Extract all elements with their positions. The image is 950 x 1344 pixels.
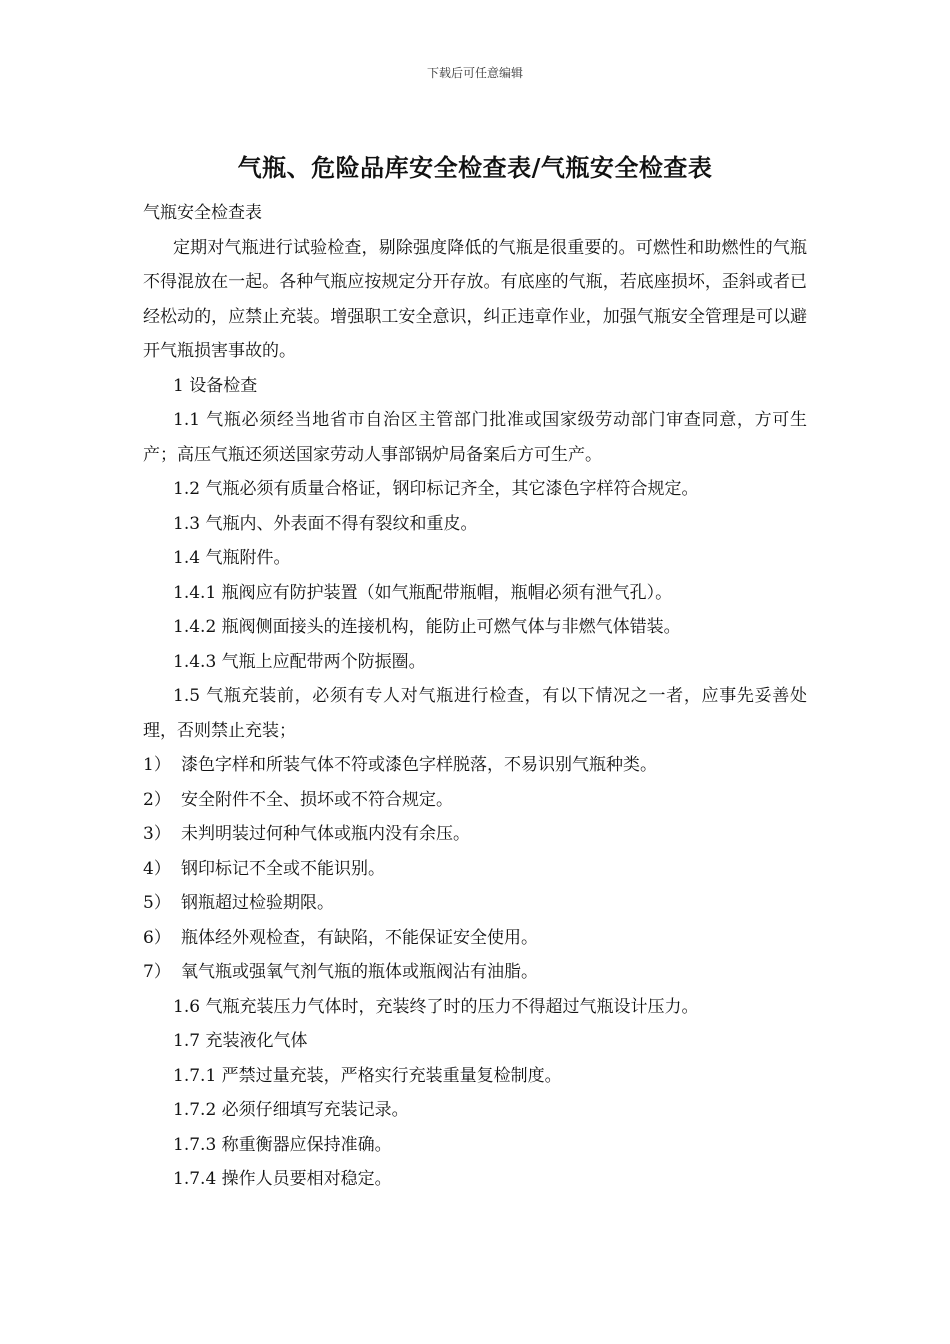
page-header-note: 下载后可任意编辑 — [426, 66, 523, 80]
section-1-3: 1.3 气瓶内、外表面不得有裂纹和重皮。 — [173, 513, 478, 534]
section-1-5: 1.5 气瓶充装前，必须有专人对气瓶进行检查，有以下情况之一者，应事先妥善处理，否则禁止充装； — [143, 686, 807, 741]
condition-text: 未判明装过何种气体或瓶内没有余压。 — [181, 824, 470, 844]
section-1-4-2: 1.4.2 瓶阀侧面接头的连接机构，能防止可燃气体与非燃气体错装。 — [173, 617, 681, 637]
section-1-7-2: 1.7.2 必须仔细填写充装记录。 — [173, 1100, 409, 1120]
section-1-7-3: 1.7.3 称重衡器应保持准确。 — [173, 1134, 392, 1155]
section-1-4-1: 1.4.1 瓶阀应有防护装置（如气瓶配带瓶帽，瓶帽必须有泄气孔）。 — [173, 582, 673, 603]
condition-number: 7） — [143, 962, 171, 982]
condition-number: 1） — [143, 755, 171, 775]
condition-item — [143, 783, 807, 818]
condition-text: 钢瓶超过检验期限。 — [181, 893, 334, 913]
condition-number: 4） — [143, 858, 171, 879]
condition-text: 钢印标记不全或不能识别。 — [181, 858, 385, 879]
condition-text: 安全附件不全、损坏或不符合规定。 — [181, 789, 453, 810]
condition-item — [143, 886, 807, 921]
condition-number: 2） — [143, 789, 171, 810]
section-1-7-4: 1.7.4 操作人员要相对稳定。 — [173, 1169, 392, 1189]
section-1-7: 1.7 充装液化气体 — [173, 1031, 308, 1051]
condition-text: 氧气瓶或强氧气剂气瓶的瓶体或瓶阀沾有油脂。 — [181, 962, 538, 982]
condition-number: 5） — [143, 893, 171, 913]
condition-text: 漆色字样和所装气体不符或漆色字样脱落，不易识别气瓶种类。 — [181, 755, 657, 775]
section-1-4: 1.4 气瓶附件。 — [173, 548, 291, 568]
condition-item — [143, 955, 807, 990]
condition-item — [143, 817, 807, 852]
section-1-6: 1.6 气瓶充装压力气体时，充装终了时的压力不得超过气瓶设计压力。 — [173, 996, 699, 1017]
condition-item — [143, 921, 807, 956]
document-title: 气瓶、危险品库安全检查表/气瓶安全检查表 — [237, 153, 713, 182]
section-1-2: 1.2 气瓶必须有质量合格证，钢印标记齐全，其它漆色字样符合规定。 — [173, 479, 699, 499]
condition-item — [143, 852, 807, 887]
section-1-4-3: 1.4.3 气瓶上应配带两个防振圈。 — [173, 651, 426, 672]
section-1-1: 1.1 气瓶必须经当地省市自治区主管部门批准或国家级劳动部门审查同意，方可生产；高压气瓶还须送国家劳动人事部锅炉局备案后方可生产。 — [143, 410, 807, 465]
condition-text: 瓶体经外观检查，有缺陷，不能保证安全使用。 — [181, 927, 538, 948]
document-subtitle: 气瓶安全检查表 — [143, 203, 262, 223]
condition-item — [143, 748, 807, 783]
section-1-7-1: 1.7.1 严禁过量充装，严格实行充装重量复检制度。 — [173, 1065, 562, 1086]
condition-number: 3） — [143, 824, 171, 844]
document-body — [143, 196, 807, 1197]
section-1: 1 设备检查 — [173, 375, 258, 396]
intro-paragraph: 定期对气瓶进行试验检查，剔除强度降低的气瓶是很重要的。可燃性和助燃性的气瓶不得混放在一起。各种气瓶应按规定分开存放。有底座的气瓶，若底座损坏，歪斜或者已经松动的，应禁止充装。增强职工安全意识，纠正违章作业，加强气瓶安全管理是可以避开气瓶损害事故的。 — [143, 237, 807, 361]
condition-number: 6） — [143, 927, 171, 948]
